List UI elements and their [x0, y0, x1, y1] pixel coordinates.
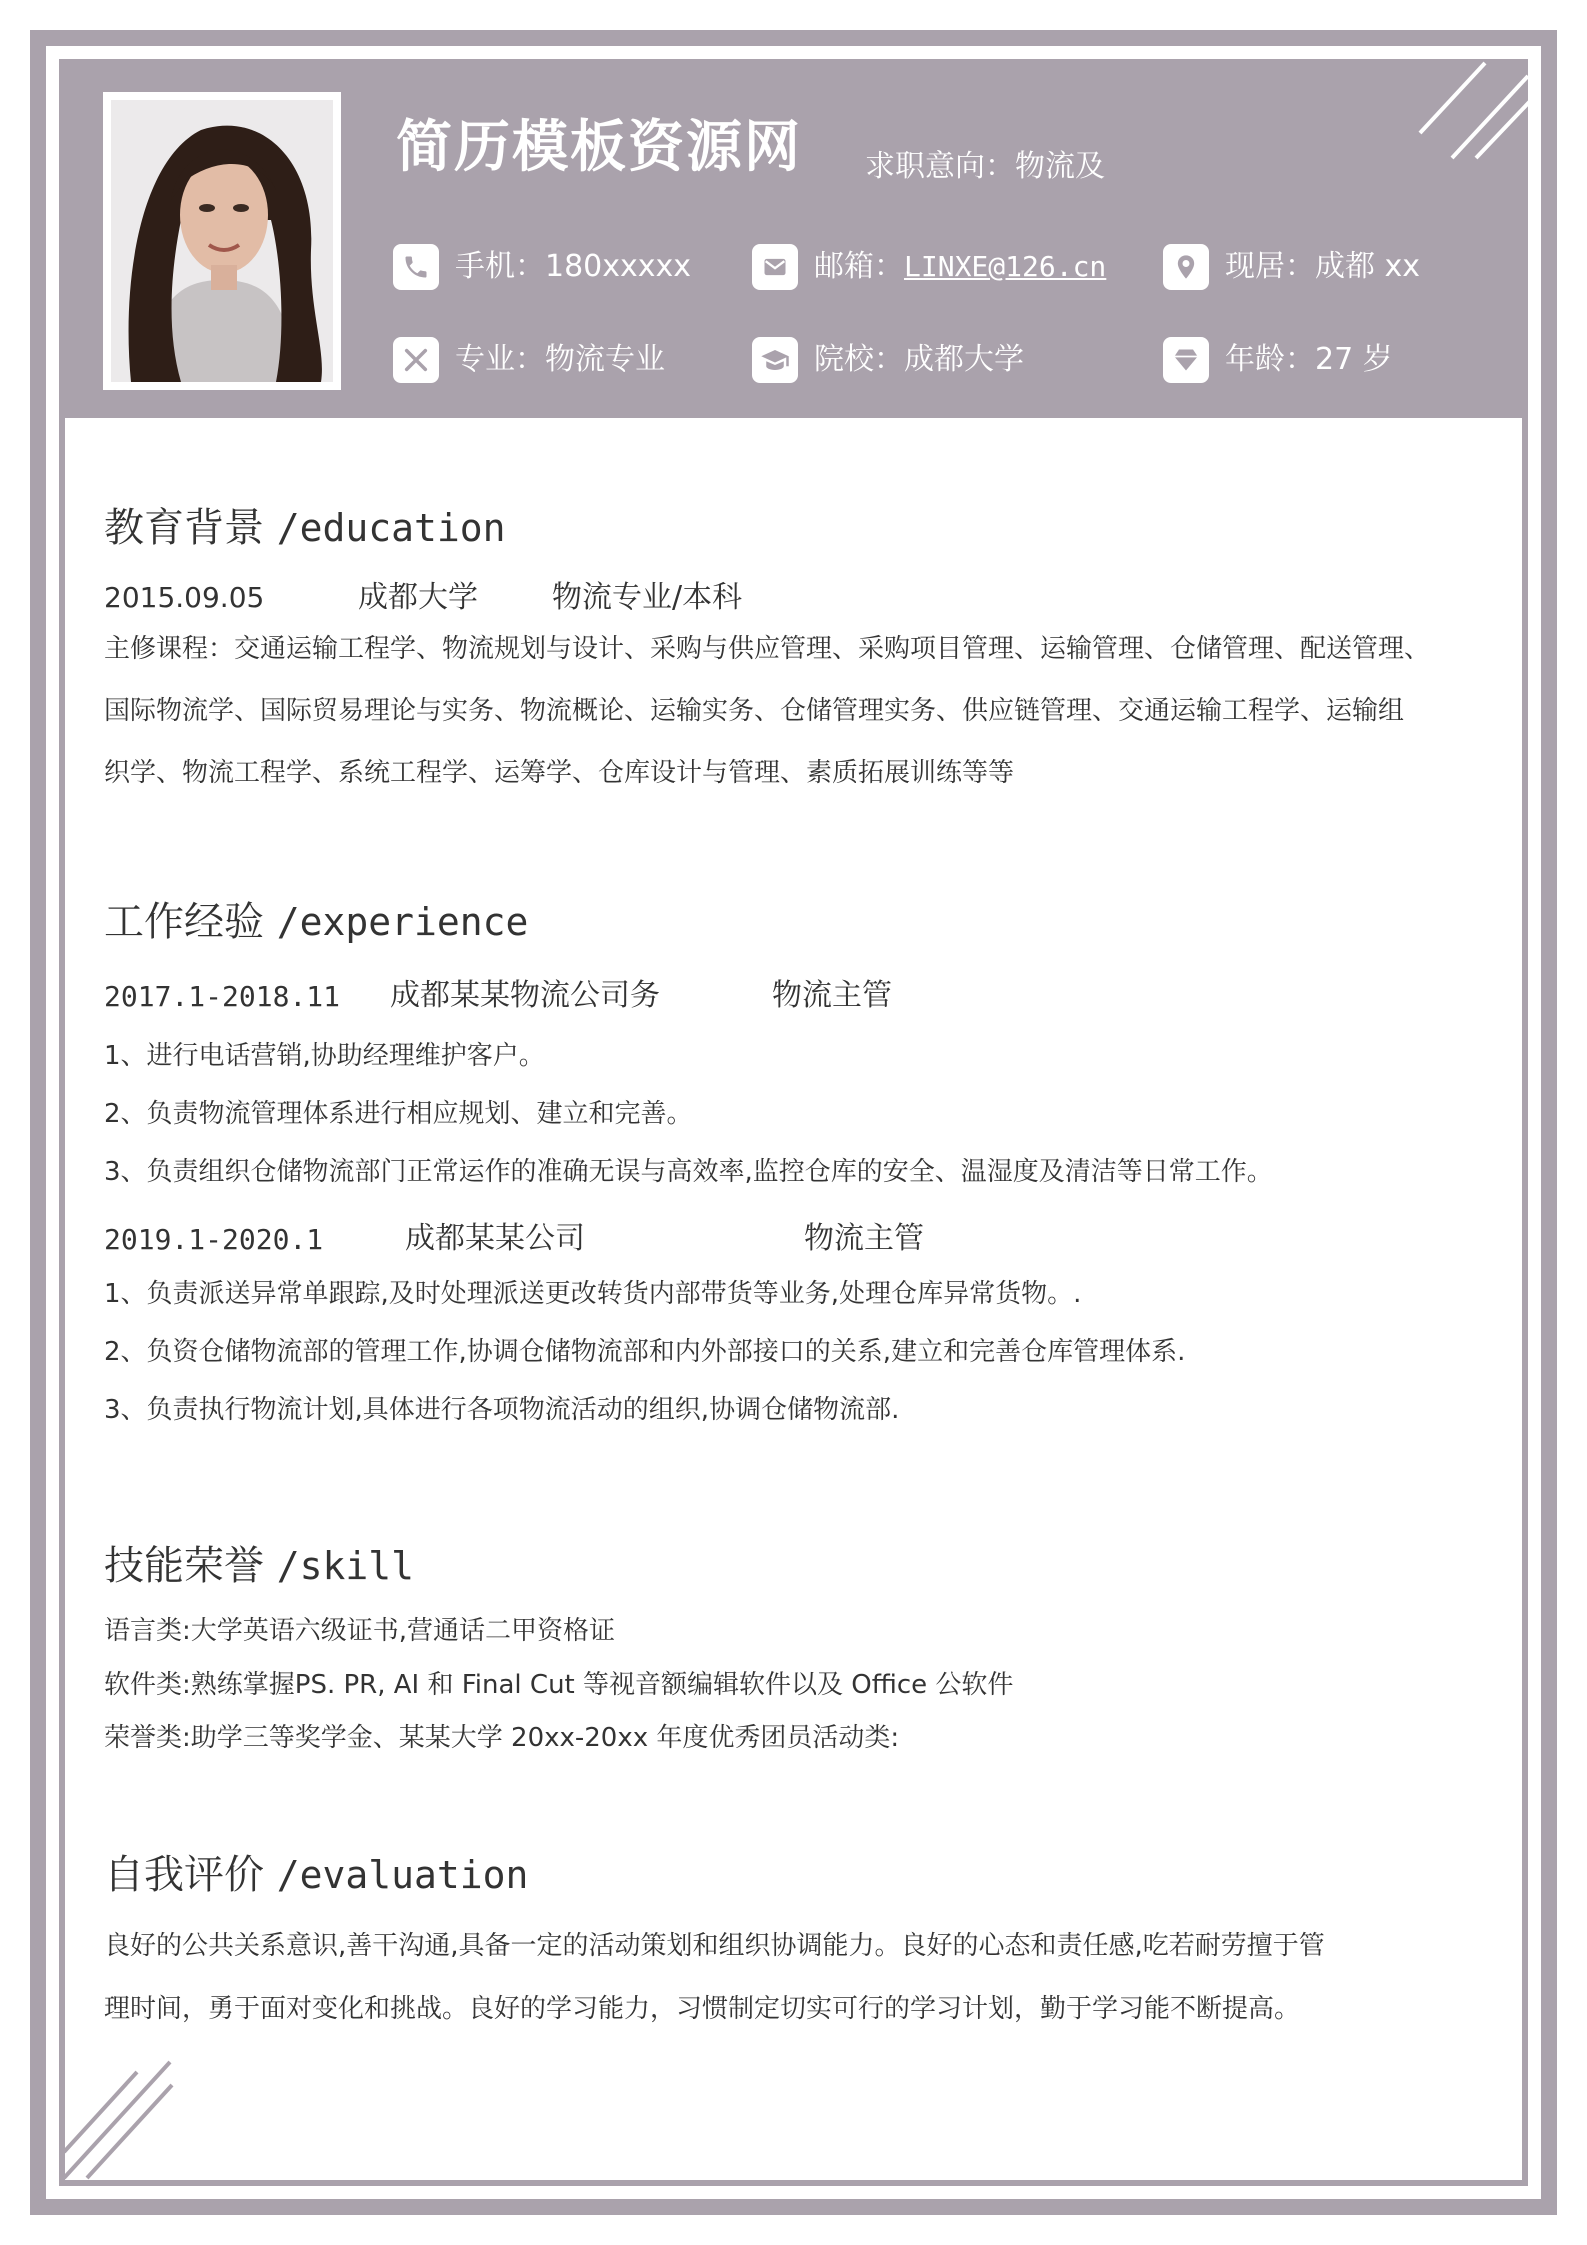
job-date: 2019.1-2020.1: [104, 1223, 324, 1256]
education-title-cn: 教育背景: [104, 505, 264, 551]
graduation-cap-icon: [752, 337, 798, 383]
evaluation-line: 良好的公共关系意识,善干沟通,具备一定的活动策划和组织协调能力。良好的心态和责任感,吃若耐劳擅于管: [104, 1931, 1325, 1961]
phone-info: [393, 244, 691, 290]
education-title-en: /education: [276, 506, 506, 550]
skill-title-cn: 技能荣誉: [104, 1543, 264, 1589]
skill-title-en: /skill: [276, 1544, 414, 1588]
email-icon: [752, 244, 798, 290]
education-course-line: 国际物流学、国际贸易理论与实务、物流概论、运输实务、仓储管理实务、供应链管理、交通运输工程学、运输组: [104, 696, 1405, 726]
email-link[interactable]: LINXE@126.cn: [904, 250, 1107, 283]
education-degree: 物流专业/本科: [552, 580, 743, 615]
age-info: [1163, 337, 1393, 383]
evaluation-title-en: /evaluation: [276, 1853, 529, 1897]
job-company: 成都某某公司: [405, 1221, 585, 1256]
job-position: 物流主管: [804, 1221, 924, 1256]
major-info: [393, 337, 665, 383]
phone-icon: [393, 244, 439, 290]
skill-item: 语言类:大学英语六级证书,营通话二甲资格证: [104, 1616, 616, 1646]
phone-text: 手机：180xxxxx: [455, 249, 692, 284]
skill-title: [104, 1543, 414, 1589]
evaluation-title: [104, 1852, 529, 1898]
education-school: 成都大学: [358, 580, 478, 615]
age-text: 年龄：27 岁: [1225, 342, 1393, 377]
evaluation-line: 理时间，勇于面对变化和挑战。良好的学习能力，习惯制定切实可行的学习计划，勤于学习能不断提高。: [104, 1994, 1301, 2024]
job-duty: 2、负责物流管理体系进行相应规划、建立和完善。: [104, 1099, 693, 1129]
job-duty: 3、负责执行物流计划,具体进行各项物流活动的组织,协调仓储物流部.: [104, 1395, 900, 1425]
school-info: [752, 337, 1024, 383]
major-text: 专业：物流专业: [455, 342, 665, 377]
portrait-image: [111, 100, 333, 382]
diamond-icon: [1163, 337, 1209, 383]
education-course-line: 主修课程：交通运输工程学、物流规划与设计、采购与供应管理、采购项目管理、运输管理、仓储管理、配送管理、: [104, 634, 1431, 664]
experience-title-en: /experience: [276, 900, 529, 944]
residence-text: 现居：成都 xx: [1225, 249, 1421, 284]
location-pin-icon: [1163, 244, 1209, 290]
job-duty: 1、进行电话营销,协助经理维护客户。: [104, 1041, 545, 1071]
skill-item: 软件类:熟练掌握PS. PR, AI 和 Final Cut 等视音额编辑软件以及 Office 公软件: [104, 1670, 1014, 1700]
school-text: 院校：成都大学: [814, 342, 1024, 377]
job-duty: 3、负责组织仓储物流部门正常运作的准确无误与高效率,监控仓库的安全、温湿度及清洁等日常工作。: [104, 1157, 1273, 1187]
profile-photo: [103, 92, 341, 390]
residence-info: [1163, 244, 1420, 290]
education-course-line: 织学、物流工程学、系统工程学、运筹学、仓库设计与管理、素质拓展训练等等: [104, 758, 1015, 788]
job-date: 2017.1-2018.11: [104, 980, 341, 1013]
experience-title-cn: 工作经验: [104, 899, 264, 945]
email-info: [752, 244, 1106, 290]
job-duty: 2、负资仓储物流部的管理工作,协调仓储物流部和内外部接口的关系,建立和完善仓库管理体系.: [104, 1337, 1186, 1367]
experience-title: [104, 899, 529, 945]
tools-icon: [393, 337, 439, 383]
resume-name: 简历模板资源网: [396, 115, 802, 180]
job-position: 物流主管: [772, 978, 892, 1013]
decorative-stripes-bottom-left: [62, 2060, 182, 2180]
email-label: 邮箱：: [814, 249, 904, 284]
decorative-stripes-top-right: [1410, 58, 1540, 168]
education-title: [104, 505, 506, 551]
job-duty: 1、负责派送异常单跟踪,及时处理派送更改转货内部带货等业务,处理仓库异常货物。.: [104, 1279, 1082, 1309]
skill-item: 荣誉类:助学三等奖学金、某某大学 20xx-20xx 年度优秀团员活动类:: [104, 1723, 900, 1753]
job-intent: 求职意向：物流及: [865, 149, 1105, 184]
education-date: 2015.09.05: [104, 581, 265, 614]
evaluation-title-cn: 自我评价: [104, 1852, 264, 1898]
job-company: 成都某某物流公司务: [390, 978, 660, 1013]
